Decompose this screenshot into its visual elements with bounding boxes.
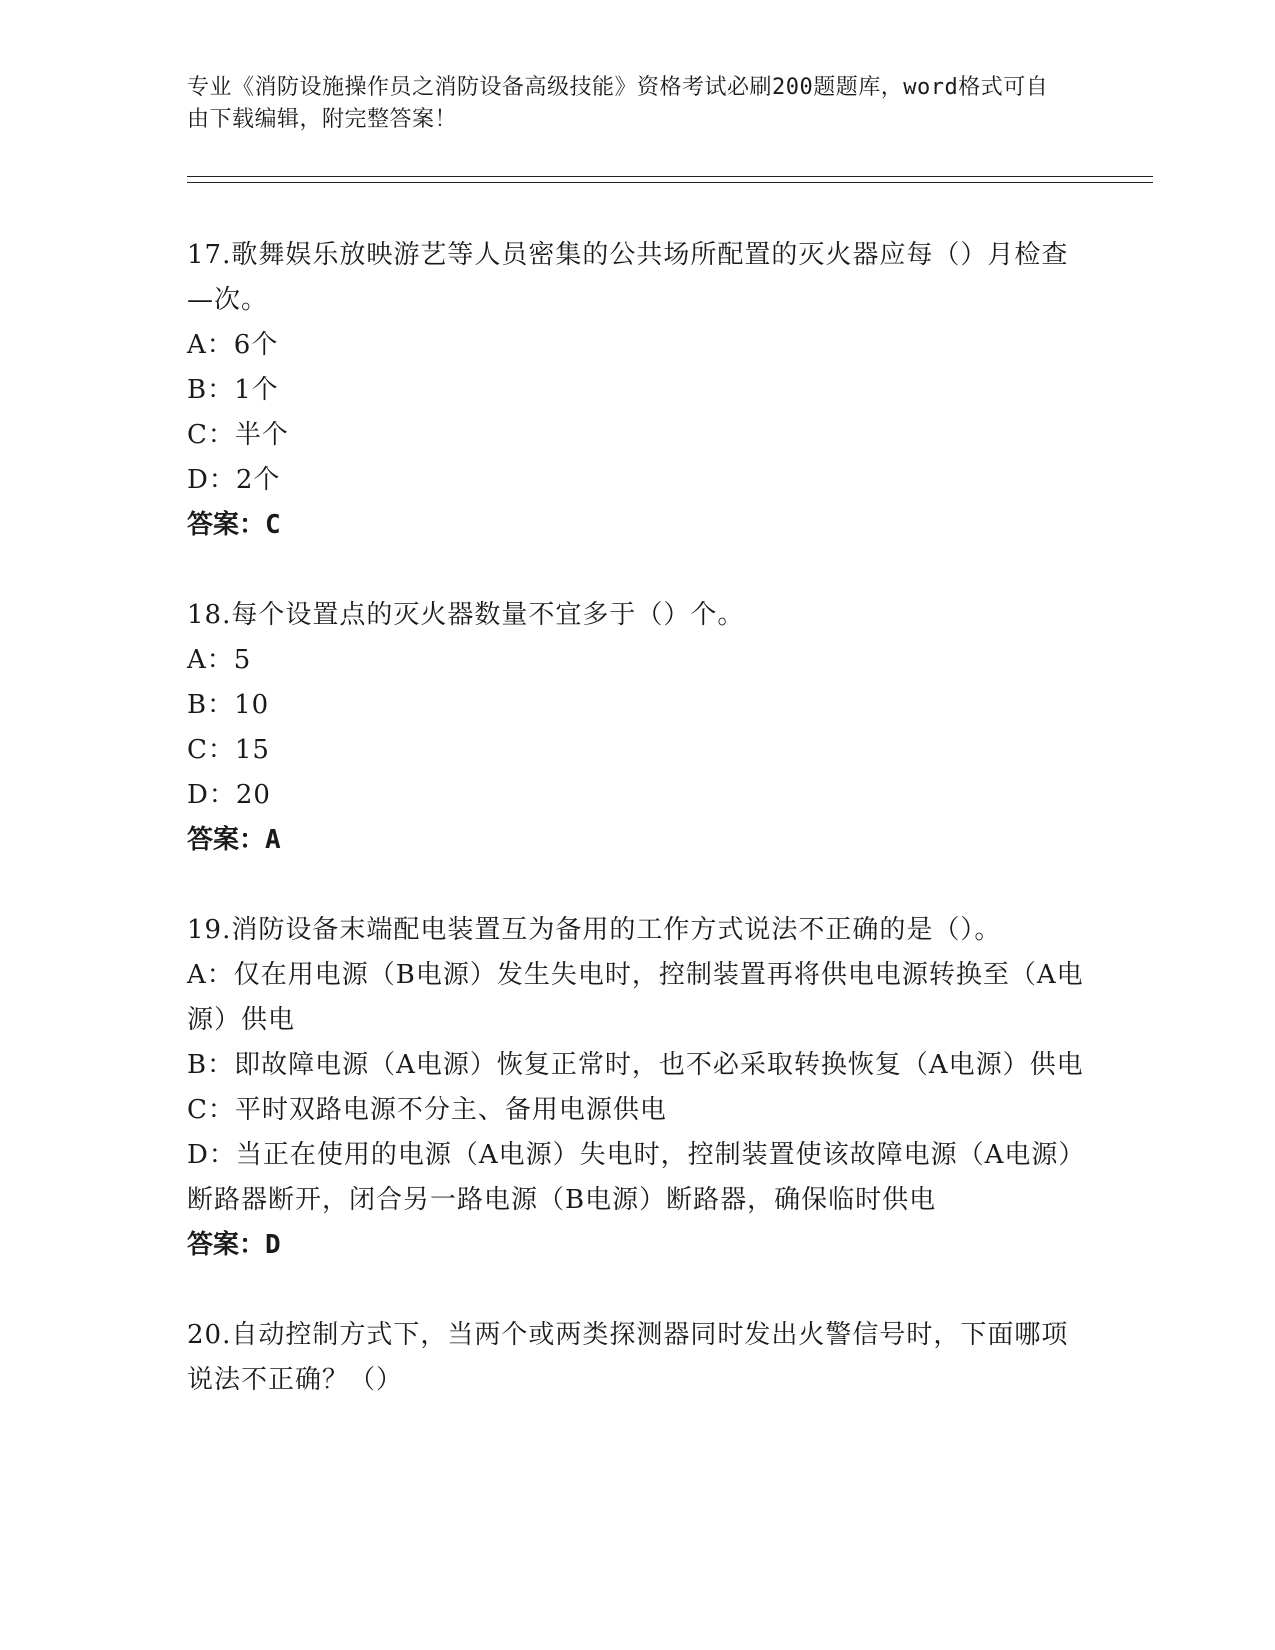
option-a: A：6个 bbox=[187, 330, 279, 360]
answer-line bbox=[187, 818, 1087, 863]
header-divider-top bbox=[187, 176, 1153, 177]
answer-line bbox=[187, 503, 1087, 548]
document-header: 专业《消防设施操作员之消防设备高级技能》资格考试必刷200题题库，word格式可自由下载编辑，附完整答案！ bbox=[187, 75, 1049, 132]
option-d: D：当正在使用的电源（A电源）失电时，控制装置使该故障电源（A电源）断路器断开，闭合另一路电源（B电源）断路器，确保临时供电 bbox=[187, 1140, 1086, 1215]
answer-label: 答案： bbox=[187, 1230, 266, 1260]
question-stem: 20.自动控制方式下，当两个或两类探测器同时发出火警信号时，下面哪项说法不正确？（） bbox=[187, 1320, 1069, 1395]
question-list bbox=[187, 233, 1087, 1448]
answer-line bbox=[187, 1223, 1087, 1268]
question-stem: 17.歌舞娱乐放映游艺等人员密集的公共场所配置的灭火器应每（）月检查—次。 bbox=[187, 240, 1069, 315]
option-c: C：半个 bbox=[187, 420, 289, 450]
answer-label: 答案： bbox=[187, 825, 266, 855]
option-c: C：15 bbox=[187, 735, 270, 765]
option-a: A：仅在用电源（B电源）发生失电时，控制装置再将供电电源转换至（A电源）供电 bbox=[187, 960, 1084, 1035]
option-a: A：5 bbox=[187, 645, 252, 675]
question-19 bbox=[187, 908, 1087, 1268]
question-20 bbox=[187, 1313, 1087, 1403]
option-d: D：2个 bbox=[187, 465, 281, 495]
question-stem: 19.消防设备末端配电装置互为备用的工作方式说法不正确的是（）。 bbox=[187, 915, 1002, 945]
question-17 bbox=[187, 233, 1087, 548]
answer-value: C bbox=[265, 510, 281, 540]
answer-value: D bbox=[265, 1230, 281, 1260]
option-c: C：平时双路电源不分主、备用电源供电 bbox=[187, 1095, 667, 1125]
header-divider-bottom bbox=[187, 182, 1153, 183]
option-d: D：20 bbox=[187, 780, 271, 810]
question-18 bbox=[187, 593, 1087, 863]
option-b: B：1个 bbox=[187, 375, 279, 405]
answer-value: A bbox=[265, 825, 281, 855]
option-b: B：10 bbox=[187, 690, 270, 720]
option-b: B：即故障电源（A电源）恢复正常时，也不必采取转换恢复（A电源）供电 bbox=[187, 1050, 1084, 1080]
answer-label: 答案： bbox=[187, 510, 266, 540]
question-stem: 18.每个设置点的灭火器数量不宜多于（）个。 bbox=[187, 600, 745, 630]
